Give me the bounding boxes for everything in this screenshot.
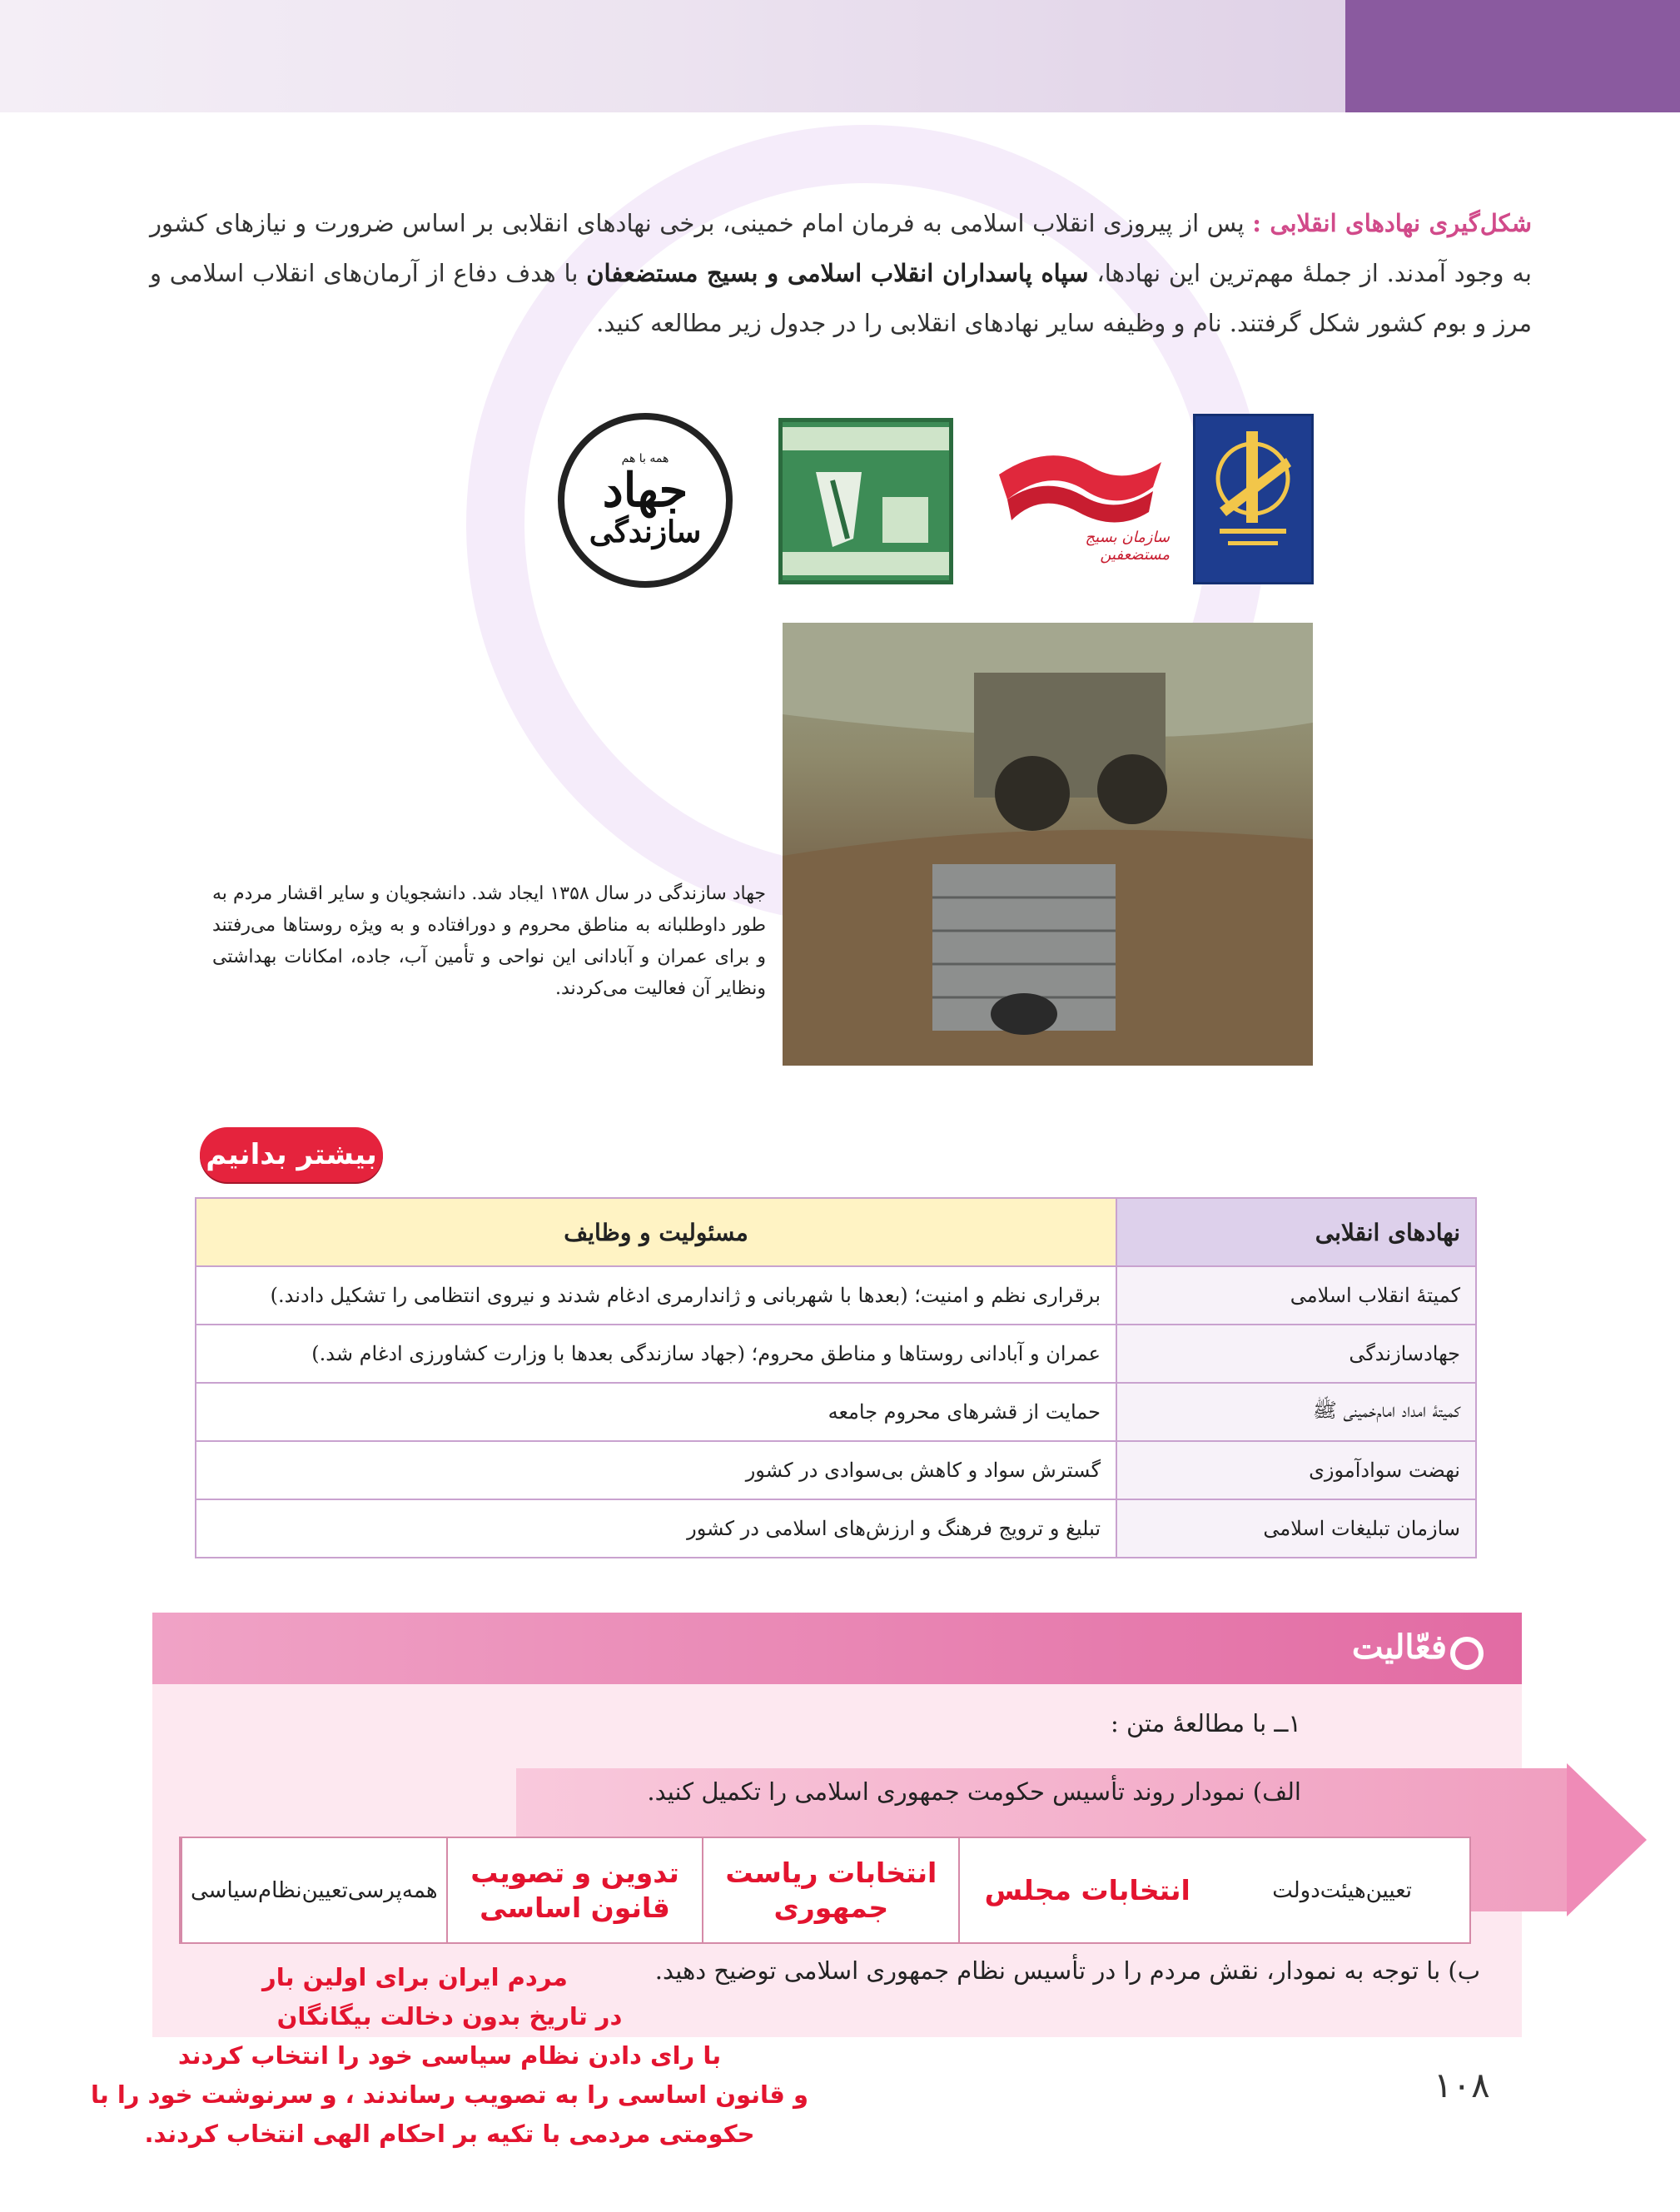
table-cell-institution: کمیتهٔ انقلاب اسلامی	[1116, 1266, 1476, 1325]
flow-step-presidential-election: انتخابات ریاست جمهوری	[702, 1838, 958, 1942]
question-1: ۱ــ با مطالعهٔ متن :	[1110, 1709, 1301, 1737]
flow-step-constitution: تدوین و تصویب قانون اساسی	[446, 1838, 703, 1942]
jihad-construction-photo	[783, 623, 1313, 1066]
flow-step-parliament-election: انتخابات مجلس	[958, 1838, 1215, 1942]
table-row	[196, 1325, 1476, 1383]
answer-line: مردم ایران برای اولین بار	[262, 1963, 568, 1991]
literacy-movement-logo	[778, 418, 953, 584]
question-1-a: الف) نمودار روند تأسیس حکومت جمهوری اسلامی را تکمیل کنید.	[647, 1777, 1301, 1806]
table-row	[196, 1266, 1476, 1325]
answer-line: با رای دادن نظام سیاسی خود را انتخاب کردند	[177, 2041, 722, 2070]
intro-line-2-post: با هدف دفاع از	[426, 259, 587, 287]
jihad-logo-word: جهاد	[602, 463, 688, 518]
table-cell-duty: حمایت از قشرهای محروم جامعه	[196, 1383, 1116, 1441]
table-cell-institution: جهادسازندگی	[1116, 1325, 1476, 1383]
table-cell-institution: نهضت سوادآموزی	[1116, 1441, 1476, 1499]
table-cell-institution: کمیتهٔ امداد امام‌خمینی ﷺ	[1116, 1383, 1476, 1441]
bulldozer-scene-icon	[783, 623, 1313, 1066]
intro-paragraph	[150, 198, 1532, 348]
activity-header-bar	[152, 1613, 1522, 1684]
flow-arrow-tip-icon	[1567, 1763, 1647, 1916]
jihad-logo-top-text: همه با هم	[621, 452, 669, 465]
table-cell-institution: سازمان تبلیغات اسلامی	[1116, 1499, 1476, 1558]
table-row	[196, 1383, 1476, 1441]
table-row	[196, 1441, 1476, 1499]
activity-bullet-icon	[1450, 1637, 1484, 1670]
revolutionary-institutions-table	[195, 1197, 1477, 1558]
sepah-logo	[1193, 414, 1314, 584]
table-header-duties: مسئولیت و وظایف	[196, 1198, 1116, 1266]
top-header-accent	[1345, 0, 1680, 112]
flow-step-referendum: همه‌پرسی‌تعیین‌نظام‌سیاسی	[181, 1838, 446, 1942]
table-cell-duty: برقراری نظم و امنیت؛ (بعدها با شهربانی و ژاندارمری ادغام شدند و نیروی انتظامی را تشکیل دادند.)	[196, 1266, 1116, 1325]
jihad-sazandegi-logo	[558, 413, 733, 588]
intro-line-1: پس از پیروزی انقلاب اسلامی به فرمان امام خمینی، برخی نهادهای انقلابی بر اساس ضرورت	[314, 209, 1245, 237]
table-row	[196, 1499, 1476, 1558]
handwritten-answer	[58, 1958, 841, 2154]
table-cell-duty: عمران و آبادانی روستاها و مناطق محروم؛ (جهاد سازندگی بعدها با وزارت کشاورزی ادغام شد.)	[196, 1325, 1116, 1383]
literacy-logo-bottom-band	[783, 552, 949, 575]
answer-line: حکومتی مردمی با تکیه بر احکام الهی انتخاب کردند.	[144, 2120, 755, 2148]
basij-logo	[982, 441, 1170, 564]
table-cell-duty: گسترش سواد و کاهش بی‌سوادی در کشور	[196, 1441, 1116, 1499]
sepah-emblem-icon	[1195, 416, 1311, 583]
intro-line-2-bold: سپاه پاسداران انقلاب اسلامی و بسیج مستضعفان	[586, 259, 1089, 287]
table-header-institution: نهادهای انقلابی	[1116, 1198, 1476, 1266]
government-founding-flowchart	[179, 1837, 1471, 1944]
jihad-logo-subword: سازندگی	[589, 514, 702, 549]
answer-line: در تاریخ بدون دخالت بیگانگان	[276, 2002, 623, 2031]
table-header-row	[196, 1198, 1476, 1266]
basij-logo-text: سازمان بسیج مستضعفین	[1085, 529, 1170, 564]
activity-title: فعّالیت	[1351, 1628, 1447, 1667]
intro-line-2-pre: و نیازهای کشور به وجود آمدند. از جملهٔ مهم‌ترین این نهادها،	[150, 209, 1532, 287]
more-info-badge: بیشتر بدانیم	[200, 1127, 383, 1182]
table-cell-duty: تبلیغ و ترویج فرهنگ و ارزش‌های اسلامی در کشور	[196, 1499, 1116, 1558]
intro-heading: شکل‌گیری نهادهای انقلابی :	[1252, 209, 1532, 237]
question-1-b: ب) با توجه به نمودار، نقش مردم را در تأسیس نظام جمهوری اسلامی توضیح دهید.	[654, 1956, 1480, 1985]
flow-step-cabinet: تعیین‌هیئت‌دولت	[1272, 1877, 1412, 1903]
page-number: ۱۰۸	[1434, 2065, 1490, 2105]
intro-line-3: آرمان‌های انقلاب اسلامی و مرز و بوم کشور شکل گرفتند. نام و وظیفه سایر نهادهای انقلابی را در جدول زیر مطالعه کنید.	[150, 259, 1532, 337]
answer-line: و قانون اساسی را به تصویب رساندند ، و سرنوشت خود را با	[90, 2080, 809, 2109]
photo-caption: جهاد سازندگی در سال ۱۳۵۸ ایجاد شد. دانشجویان و سایر اقشار مردم به طور داوطلبانه به مناطق محروم و دورافتاده و به ویژه روستاها می‌رفتند و برای عمران و آبادانی این نواحی و تأمین آب، جاده، امکانات بهداشتی ونظایر آن فعالیت می‌کردند.	[212, 883, 766, 999]
